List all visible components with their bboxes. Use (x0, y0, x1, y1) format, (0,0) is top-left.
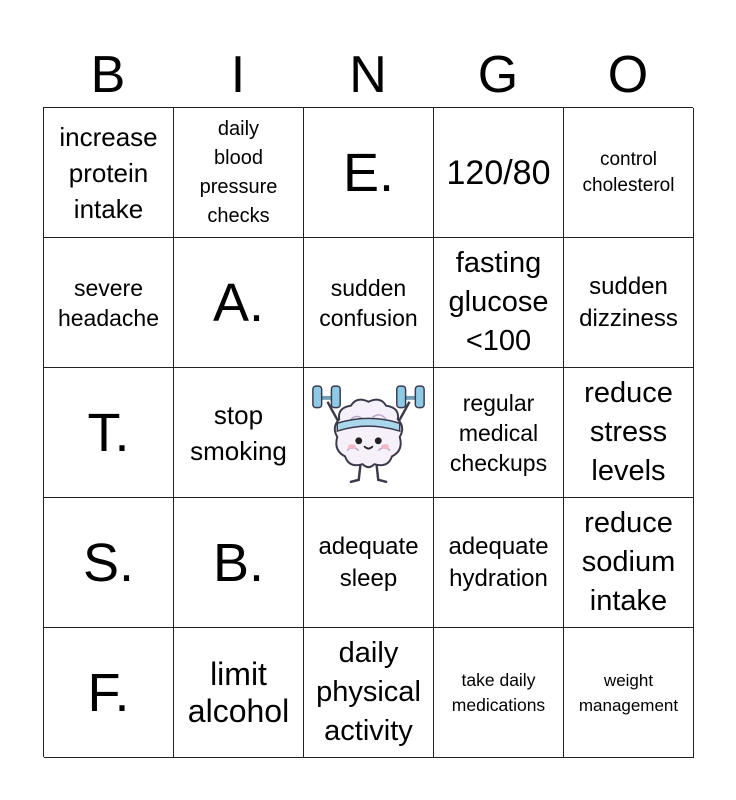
cell-text: regular medical checkups (449, 389, 548, 476)
cell-text: take daily medications (451, 669, 546, 715)
bingo-cell[interactable] (174, 628, 304, 758)
bingo-cell[interactable] (44, 498, 174, 628)
bingo-cell[interactable] (174, 368, 304, 498)
header-letter-b: B (90, 46, 126, 104)
cell-text: B. (212, 532, 265, 593)
cell-text: 120/80 (446, 153, 551, 192)
header-letter-n: N (349, 46, 387, 104)
bingo-cell[interactable] (564, 238, 694, 368)
cell-text: severe headache (57, 274, 160, 331)
bingo-cell[interactable] (564, 628, 694, 758)
bingo-cell[interactable] (434, 368, 564, 498)
cell-text: F. (87, 662, 130, 723)
cell-text: A. (212, 272, 265, 333)
bingo-grid (43, 107, 693, 757)
cell-text: weight management (578, 670, 679, 715)
bingo-cell[interactable] (304, 628, 434, 758)
bingo-cell[interactable] (564, 368, 694, 498)
bingo-cell[interactable] (564, 498, 694, 628)
cell-text: T. (87, 402, 130, 463)
cell-text: daily blood pressure checks (199, 117, 278, 227)
cell-text: adequate sleep (318, 532, 419, 592)
bingo-cell[interactable] (44, 108, 174, 238)
bingo-cell[interactable] (434, 628, 564, 758)
bingo-cell[interactable] (44, 628, 174, 758)
cell-text: fasting glucose <100 (448, 247, 549, 357)
bingo-cell[interactable] (434, 498, 564, 628)
cell-text: adequate hydration (448, 532, 549, 592)
bingo-header (43, 44, 693, 106)
header-letter-o: O (607, 46, 649, 104)
cell-text: stop smoking (190, 399, 287, 466)
free-space-cell[interactable] (304, 368, 434, 498)
bingo-cell[interactable] (304, 498, 434, 628)
cell-text: sudden dizziness (579, 272, 678, 332)
cell-text: increase protein intake (59, 121, 158, 224)
cell-text: reduce sodium intake (581, 507, 676, 617)
cell-text: sudden confusion (319, 274, 418, 331)
cell-text: E. (342, 142, 395, 203)
cell-text: S. (82, 532, 135, 593)
cell-text: reduce stress levels (584, 377, 673, 487)
cell-text: control cholesterol (582, 148, 675, 196)
header-letter-g: G (477, 46, 519, 104)
bingo-cell[interactable] (174, 108, 304, 238)
header-letter-i: I (230, 46, 246, 104)
cell-text: limit alcohol (187, 655, 290, 729)
bingo-cell[interactable] (434, 108, 564, 238)
bingo-cell[interactable] (304, 238, 434, 368)
bingo-cell[interactable] (44, 368, 174, 498)
brain-lifting-dumbbells-icon (308, 371, 429, 495)
bingo-cell[interactable] (174, 238, 304, 368)
bingo-cell[interactable] (304, 108, 434, 238)
bingo-cell[interactable] (434, 238, 564, 368)
bingo-cell[interactable] (44, 238, 174, 368)
cell-text: daily physical activity (316, 637, 421, 747)
bingo-cell[interactable] (174, 498, 304, 628)
bingo-cell[interactable] (564, 108, 694, 238)
